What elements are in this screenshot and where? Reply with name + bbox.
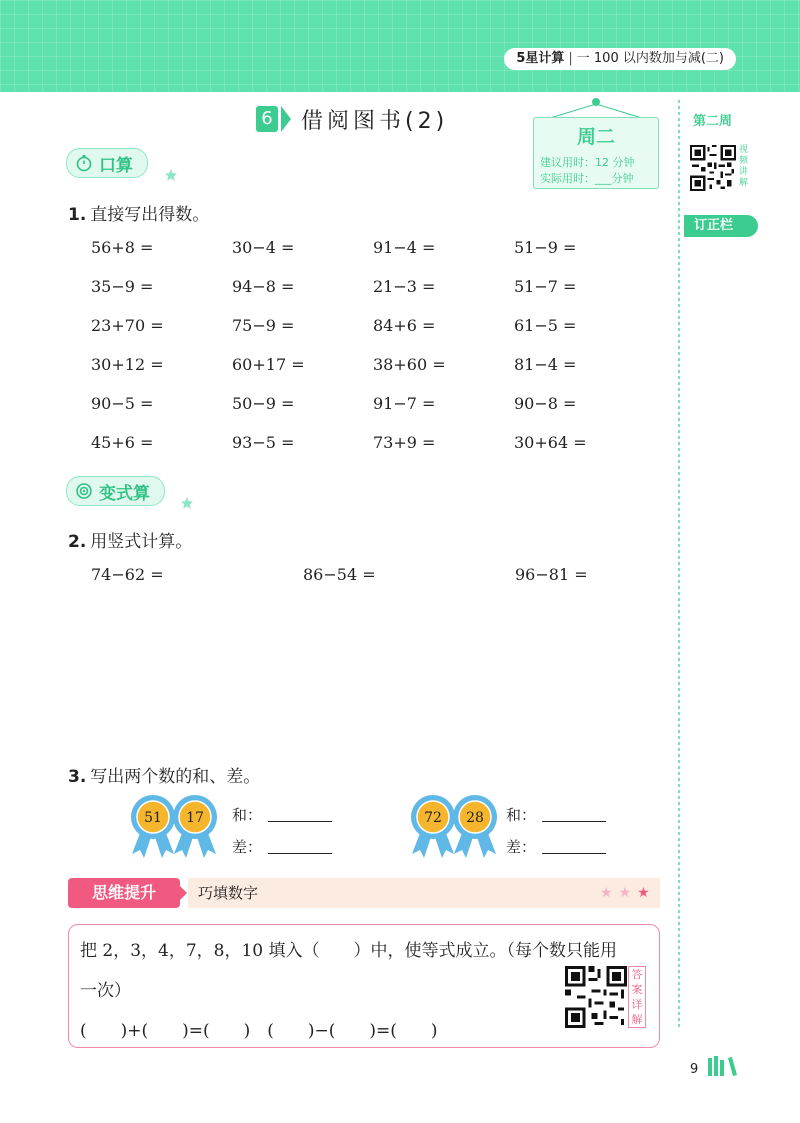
puzzle-text-line: 一次） bbox=[80, 981, 131, 1001]
header-breadcrumb: 5星计算 | 一 100 以内数加与减(二) bbox=[504, 48, 736, 70]
calc-item: 23+70 = bbox=[91, 316, 164, 335]
calc-item: 90−8 = bbox=[514, 394, 577, 413]
question-3 bbox=[68, 762, 260, 787]
vertical-calc-item: 86−54 = bbox=[303, 565, 376, 584]
medal-number: 51 bbox=[144, 810, 162, 826]
calc-item: 60+17 = bbox=[232, 355, 305, 374]
star-icon: ★ bbox=[600, 885, 613, 901]
correction-tag: 订正栏 bbox=[684, 215, 758, 237]
puzzle-equations[interactable]: ( )+( )=( ) ( )−( )=( ) bbox=[80, 1021, 438, 1041]
answer-blank[interactable] bbox=[542, 853, 606, 854]
tag-arrow-icon bbox=[180, 886, 187, 900]
question-1 bbox=[68, 200, 209, 225]
chevron-right-icon bbox=[281, 106, 291, 132]
day-card bbox=[533, 117, 659, 189]
day-name: 周二 bbox=[576, 126, 615, 148]
answer-blank[interactable] bbox=[542, 821, 606, 822]
calc-item: 51−9 = bbox=[514, 238, 577, 257]
calc-item: 35−9 = bbox=[91, 277, 154, 296]
thinking-subtitle: 巧填数字 bbox=[198, 884, 259, 902]
calc-item: 91−7 = bbox=[373, 394, 436, 413]
calc-item: 81−4 = bbox=[514, 355, 577, 374]
star-icon bbox=[164, 168, 178, 182]
calc-item: 30−4 = bbox=[232, 238, 295, 257]
section-variant-label: 变式算 bbox=[99, 483, 150, 504]
calc-item: 94−8 = bbox=[232, 277, 295, 296]
calc-item: 21−3 = bbox=[373, 277, 436, 296]
question-1-number: 1. bbox=[68, 205, 87, 225]
stopwatch-icon bbox=[75, 154, 93, 172]
medal-pair-icon bbox=[404, 792, 504, 860]
target-icon bbox=[75, 482, 93, 500]
lesson-number: 6 bbox=[256, 106, 278, 132]
books-icon bbox=[706, 1056, 738, 1076]
pin-icon bbox=[592, 98, 600, 106]
series-name: 5星计算 bbox=[516, 51, 565, 66]
calc-row bbox=[91, 277, 655, 296]
vertical-calc-row bbox=[91, 565, 727, 584]
page-number: 9 bbox=[690, 1062, 699, 1077]
calc-item: 73+9 = bbox=[373, 433, 436, 452]
calc-item: 84+6 = bbox=[373, 316, 436, 335]
qr-code-icon[interactable] bbox=[690, 145, 736, 191]
thinking-tag: 思维提升 bbox=[68, 878, 180, 908]
header-band bbox=[0, 0, 800, 92]
calc-item: 38+60 = bbox=[373, 355, 446, 374]
calc-row bbox=[91, 316, 655, 335]
sum-label: 和： bbox=[506, 806, 537, 824]
calc-item: 61−5 = bbox=[514, 316, 577, 335]
calc-item: 56+8 = bbox=[91, 238, 154, 257]
sum-label: 和： bbox=[232, 806, 263, 824]
answer-explain-label: 答案详解 bbox=[628, 966, 646, 1028]
medal-number: 17 bbox=[186, 810, 204, 826]
star-icon: ★ bbox=[637, 885, 650, 901]
calc-row bbox=[91, 394, 655, 413]
calc-item: 50−9 = bbox=[232, 394, 295, 413]
medal-number: 28 bbox=[466, 810, 484, 826]
medal-number: 72 bbox=[424, 810, 442, 826]
question-3-text: 写出两个数的和、差。 bbox=[90, 767, 261, 787]
calc-item: 45+6 = bbox=[91, 433, 154, 452]
difficulty-stars bbox=[600, 886, 650, 900]
calc-row bbox=[91, 355, 655, 374]
section-variant-badge bbox=[66, 476, 165, 506]
thinking-strip bbox=[188, 878, 660, 908]
answer-blank[interactable] bbox=[268, 821, 332, 822]
calc-item: 30+64 = bbox=[514, 433, 587, 452]
vertical-calc-item: 96−81 = bbox=[515, 565, 588, 584]
calc-item: 75−9 = bbox=[232, 316, 295, 335]
question-1-text: 直接写出得数。 bbox=[90, 205, 210, 225]
difference-label: 差： bbox=[232, 838, 263, 856]
calc-row bbox=[91, 433, 655, 452]
question-2-text: 用竖式计算。 bbox=[90, 532, 193, 552]
calc-item: 93−5 = bbox=[232, 433, 295, 452]
lesson-title-text: 借阅图书(2) bbox=[301, 108, 449, 134]
question-2-number: 2. bbox=[68, 532, 87, 552]
qr-caption: 视频讲解 bbox=[739, 145, 749, 188]
puzzle-text-line: 把 2，3，4，7，8，10 填入（ ）中，使等式成立。（每个数只能用 bbox=[80, 941, 618, 961]
suggested-time: 建议用时：12 分钟 bbox=[540, 156, 635, 169]
calc-item: 30+12 = bbox=[91, 355, 164, 374]
week-label: 第二周 bbox=[693, 114, 733, 129]
unit-title: 一 100 以内数加与减(二) bbox=[576, 51, 724, 66]
actual-time: 实际用时：___分钟 bbox=[540, 172, 634, 185]
qr-code-icon[interactable] bbox=[565, 966, 627, 1028]
lesson-title bbox=[256, 104, 448, 134]
star-icon bbox=[180, 496, 194, 510]
answer-blank[interactable] bbox=[268, 853, 332, 854]
question-2 bbox=[68, 527, 192, 552]
section-oral-badge bbox=[66, 148, 148, 178]
section-oral-label: 口算 bbox=[99, 155, 133, 176]
calc-row bbox=[91, 238, 655, 257]
calc-item: 90−5 = bbox=[91, 394, 154, 413]
difference-label: 差： bbox=[506, 838, 537, 856]
calc-item: 51−7 = bbox=[514, 277, 577, 296]
calc-item: 91−4 = bbox=[373, 238, 436, 257]
star-icon: ★ bbox=[618, 885, 632, 901]
vertical-calc-item: 74−62 = bbox=[91, 565, 164, 584]
question-3-number: 3. bbox=[68, 767, 87, 787]
medal-pair-icon bbox=[124, 792, 224, 860]
